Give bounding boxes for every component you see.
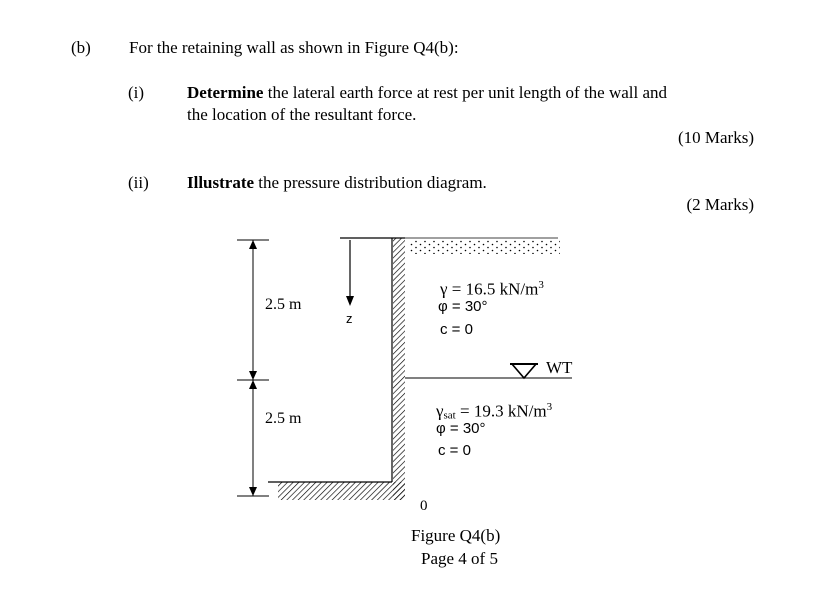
depth-arrow xyxy=(346,240,354,306)
part-label: (b) xyxy=(71,38,91,57)
water-table-icon xyxy=(510,364,538,378)
layer2-friction-angle: φ = 30° xyxy=(436,420,486,437)
question-intro: For the retaining wall as shown in Figure Q4(b): xyxy=(129,38,459,57)
dim-lower-label: 2.5 m xyxy=(265,410,302,427)
layer2-cohesion: c = 0 xyxy=(438,442,471,459)
z-label: z xyxy=(346,311,353,326)
item-i-line2: the location of the resultant force. xyxy=(187,105,417,124)
item-i-marks: (10 Marks) xyxy=(677,128,754,147)
item-ii-verb: Illustrate xyxy=(187,173,255,192)
item-i-text: the lateral earth force at rest per unit length of the wall and xyxy=(267,83,668,102)
layer1-cohesion: c = 0 xyxy=(440,321,473,338)
figure-caption: Figure Q4(b) xyxy=(411,526,501,545)
item-i-verb: Determine xyxy=(187,83,264,102)
page-number: Page 4 of 5 xyxy=(421,549,498,568)
dimension-line xyxy=(237,240,269,496)
origin-label: 0 xyxy=(420,498,428,514)
item-i-label: (i) xyxy=(128,83,145,102)
retaining-wall xyxy=(268,238,405,500)
water-table-label: WT xyxy=(546,358,573,377)
layer1-friction-angle: φ = 30° xyxy=(438,298,488,315)
soil-surface-dots xyxy=(408,240,560,254)
item-ii-label: (ii) xyxy=(128,173,149,192)
item-ii-text: the pressure distribution diagram. xyxy=(258,173,487,192)
layer2-unit-weight: $\gamma_{sat} = 19.3$ $kN/m^3$ xyxy=(436,401,553,422)
layer1-unit-weight: γ = 16.5 $kN/m^3$ xyxy=(440,279,544,299)
dim-upper-label: 2.5 m xyxy=(265,296,302,313)
item-ii-marks: (2 Marks) xyxy=(686,195,754,214)
